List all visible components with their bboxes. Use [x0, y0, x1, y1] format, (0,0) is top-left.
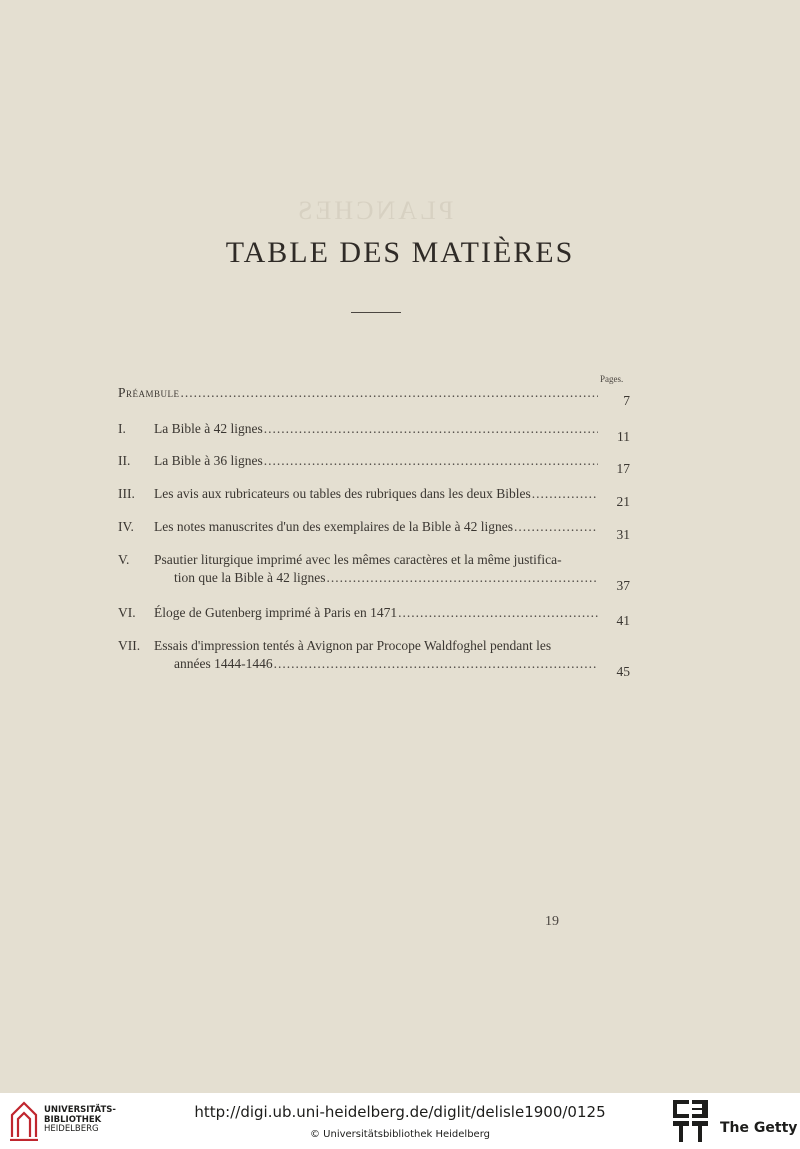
toc-entry-number: VII. — [118, 638, 141, 653]
toc-entry-number: V. — [118, 552, 130, 567]
toc-entry-label: Psautier liturgique imprimé avec les mêmes caractères et la même justifica- — [154, 552, 562, 567]
toc-entry-page: 17 — [616, 461, 630, 476]
getty-logo-text: The Getty — [720, 1120, 798, 1136]
ub-logo-line: UNIVERSITÄTS- — [44, 1105, 116, 1115]
toc-entry-label: Essais d'impression tentés à Avignon par Procope Waldfoghel pendant les — [154, 638, 552, 653]
toc-entry-label: Éloge de Gutenberg imprimé à Paris en 1471 — [154, 605, 398, 620]
toc-entry-label: Préambule — [118, 385, 180, 400]
page-number: 19 — [545, 914, 559, 929]
getty-logo-icon — [672, 1099, 710, 1143]
toc-entry-page: 7 — [623, 393, 630, 408]
ub-logo-line: HEIDELBERG — [44, 1124, 99, 1134]
copyright-notice: © Universitätsbibliothek Heidelberg — [309, 1129, 490, 1140]
toc-entry-label-continued: tion que la Bible à 42 lignes — [174, 570, 326, 585]
toc-entry-label: Les avis aux rubricateurs ou tables des rubriques dans les deux Bibles — [154, 486, 531, 501]
toc-entry-label: Les notes manuscrites d'un des exemplaires de la Bible à 42 lignes — [154, 519, 513, 534]
toc-entry-page: 45 — [616, 664, 630, 679]
toc-entry-number: II. — [118, 453, 131, 468]
toc-entry-page: 31 — [616, 527, 630, 542]
toc-entry-page: 41 — [616, 613, 630, 628]
toc-entry-number: VI. — [118, 605, 136, 620]
permalink-url[interactable]: http://digi.ub.uni-heidelberg.de/diglit/delisle1900/0125 — [194, 1103, 606, 1121]
pages-column-header: Pages. — [600, 374, 624, 384]
toc-entry-number: I. — [118, 421, 126, 436]
toc-entry-label: La Bible à 42 lignes — [154, 421, 263, 436]
title-rule — [351, 312, 401, 313]
show-through-text: PLANCHES — [295, 196, 454, 225]
toc-entry-page: 21 — [616, 494, 630, 509]
ub-logo-line: BIBLIOTHEK — [44, 1114, 102, 1125]
toc-entry-number: III. — [118, 486, 135, 501]
toc-entry-number: IV. — [118, 519, 134, 534]
toc-entry-page: 11 — [617, 429, 630, 444]
page-title: TABLE DES MATIÈRES — [225, 236, 575, 269]
toc-entry-label: La Bible à 36 lignes — [154, 453, 263, 468]
toc-entry-label-continued: années 1444-1446 — [174, 656, 273, 671]
toc-entry-page: 37 — [616, 578, 630, 593]
